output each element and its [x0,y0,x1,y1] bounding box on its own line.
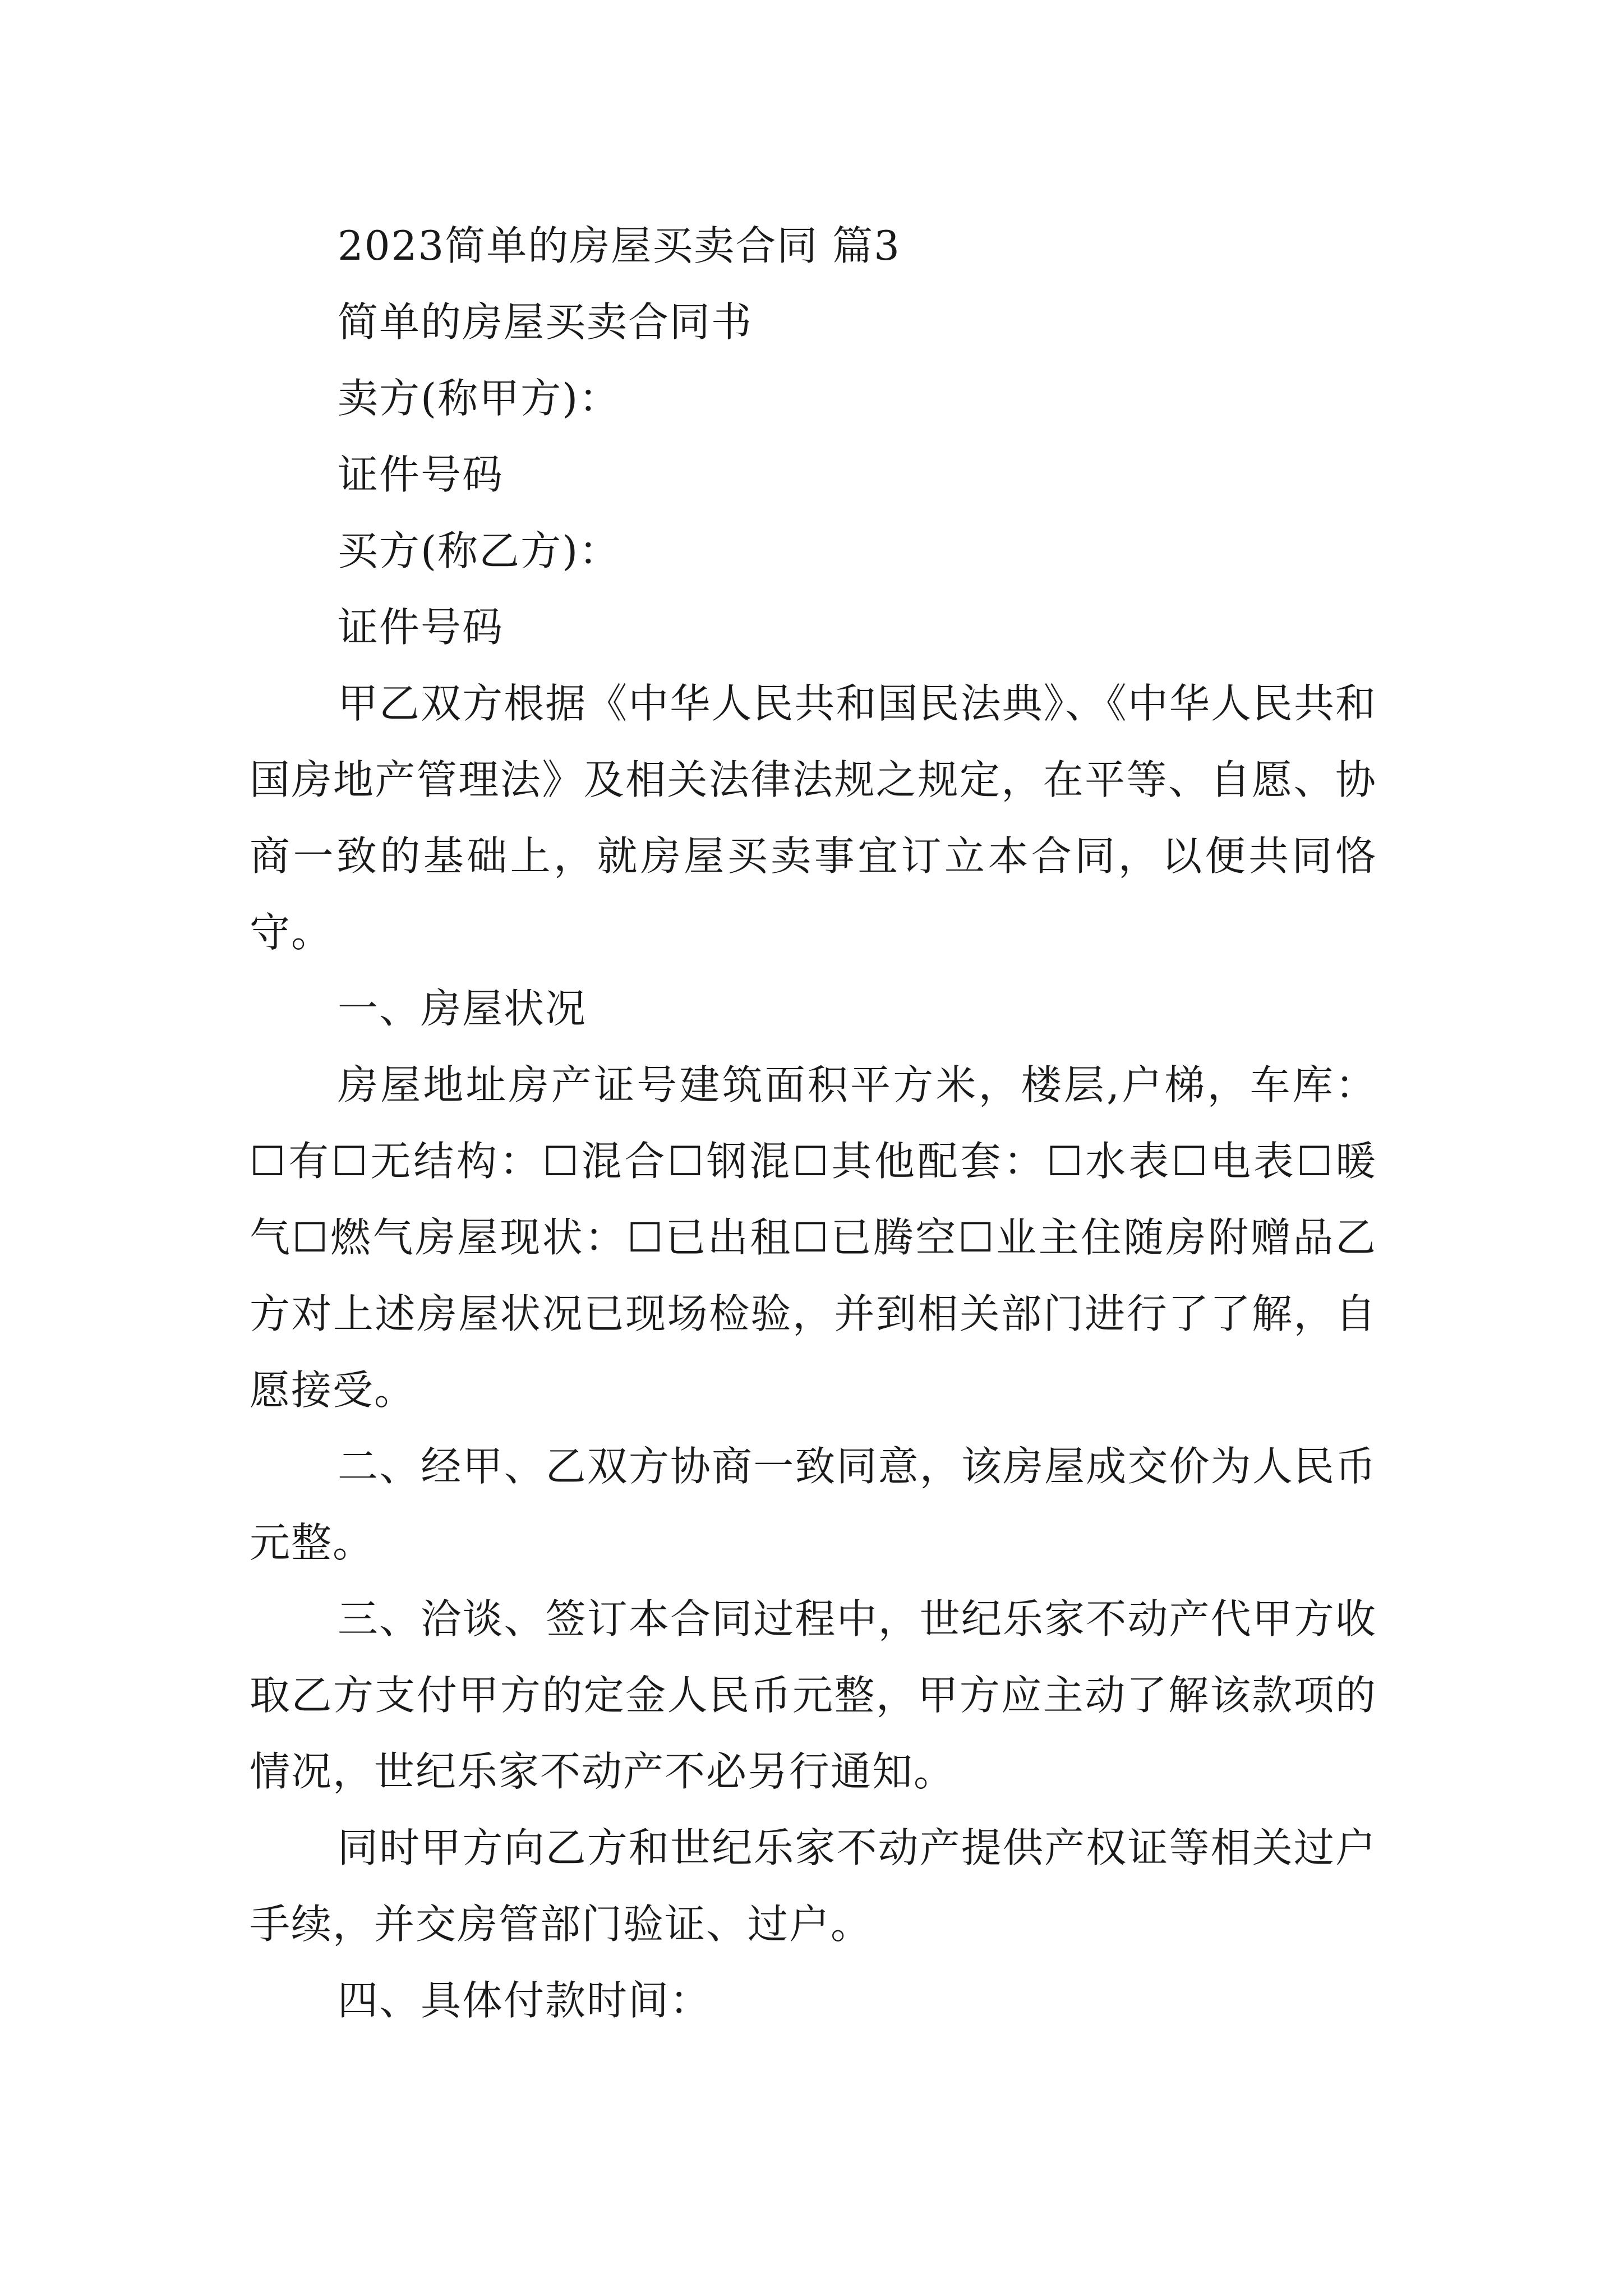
section-1-title: 一、房屋状况 [338,985,587,1032]
heading-line: 2023简单的房屋买卖合同 篇3 [338,222,901,269]
intro-paragraph: 甲乙双方根据《中华人民共和国民法典》、《中华人民共和国房地产管理法》及相关法律法规之规定，在平等、自愿、协商一致的基础上，就房屋买卖事宜订立本合同，以便共同恪守。 [250,680,1377,956]
buyer-label: 买方(称乙方)： [338,527,621,574]
seller-id-label: 证件号码 [338,451,504,498]
section-2-paragraph: 二、经甲、乙双方协商一致同意，该房屋成交价为人民币元整。 [250,1443,1377,1566]
document-body [250,208,1377,2039]
section-3-continuation: 同时甲方向乙方和世纪乐家不动产提供产权证等相关过户手续，并交房管部门验证、过户。 [250,1824,1377,1948]
seller-label: 卖方(称甲方)： [338,375,621,422]
section-4-title: 四、具体付款时间： [338,1977,712,2024]
section-1-body: 房屋地址房产证号建筑面积平方米，楼层,户梯，车库：☐有☐无结构：☐混合☐钢混☐其他配套：☐水表☐电表☐暖气☐燃气房屋现状：☐已出租☐已腾空☐业主住随房附赠品乙方对上述房屋状况已现场检验，并到相关部门进行了了解，自愿接受。 [250,1061,1377,1414]
buyer-id-label: 证件号码 [338,604,504,651]
contract-title: 简单的房屋买卖合同书 [338,298,753,346]
section-3-paragraph: 三、洽谈、签订本合同过程中，世纪乐家不动产代甲方收取乙方支付甲方的定金人民币元整，甲方应主动了解该款项的情况，世纪乐家不动产不必另行通知。 [250,1595,1377,1795]
